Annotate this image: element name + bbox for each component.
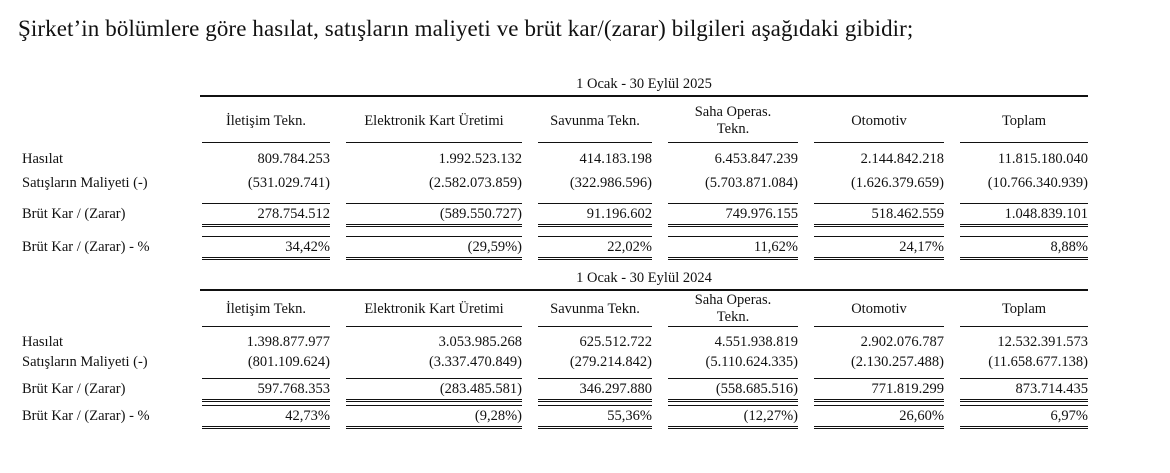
table-cell: (12,27%) (668, 405, 798, 429)
column-header-label: Savunma Tekn. (550, 300, 640, 317)
table-cell: (283.485.581) (346, 378, 522, 402)
column-header-label: Elektronik Kart Üretimi (364, 112, 504, 129)
table-cell: (322.986.596) (569, 175, 652, 191)
table-cell: 8,88% (960, 236, 1088, 260)
row-label: Satışların Maliyeti (-) (22, 175, 148, 191)
page-heading: Şirket’in bölümlere göre hasılat, satışların maliyeti ve brüt kar/(zarar) bilgileri aşağıdaki gibidir; (18, 16, 914, 41)
table-cell: 771.819.299 (814, 378, 944, 402)
period-header: 1 Ocak - 30 Eylül 2024 (200, 270, 1088, 291)
column-header (814, 100, 944, 143)
column-header (960, 100, 1088, 143)
table-cell: (3.337.470.849) (428, 354, 522, 370)
column-header (202, 100, 330, 143)
table-cell: 809.784.253 (257, 151, 330, 167)
table-cell: 26,60% (814, 405, 944, 429)
column-header (346, 292, 522, 327)
column-header-label: Saha Operas. Tekn. (694, 292, 772, 325)
column-header (668, 100, 798, 143)
table-cell: 11,62% (668, 236, 798, 260)
table-cell: (558.685.516) (668, 378, 798, 402)
table-cell: 11.815.180.040 (997, 151, 1088, 167)
table-cell: (29,59%) (346, 236, 522, 260)
table-cell: (5.703.871.084) (704, 175, 798, 191)
row-label: Brüt Kar / (Zarar) - % (22, 408, 150, 424)
column-header (814, 292, 944, 327)
table-cell: (9,28%) (346, 405, 522, 429)
column-header-label: Otomotiv (851, 300, 907, 317)
table-cell: 22,02% (538, 236, 652, 260)
table-cell: 1.048.839.101 (960, 203, 1088, 227)
table-cell: (5.110.624.335) (705, 354, 798, 370)
table-cell: 2.902.076.787 (860, 334, 944, 350)
table-cell: (2.130.257.488) (850, 354, 944, 370)
table-cell: 1.992.523.132 (438, 151, 522, 167)
table-cell: 873.714.435 (960, 378, 1088, 402)
table-cell: 3.053.985.268 (438, 334, 522, 350)
column-header-label: Elektronik Kart Üretimi (364, 300, 504, 317)
table-cell: 625.512.722 (579, 334, 652, 350)
table-cell: 34,42% (202, 236, 330, 260)
table-cell: (531.029.741) (247, 175, 330, 191)
table-cell: (589.550.727) (346, 203, 522, 227)
row-label: Satışların Maliyeti (-) (22, 354, 148, 370)
table-cell: (10.766.340.939) (987, 175, 1088, 191)
column-header (538, 292, 652, 327)
column-header (668, 292, 798, 327)
column-header-label: Savunma Tekn. (550, 112, 640, 129)
table-cell: 24,17% (814, 236, 944, 260)
row-label: Brüt Kar / (Zarar) - % (22, 239, 150, 255)
table-cell: 12.532.391.573 (997, 334, 1088, 350)
column-header (538, 100, 652, 143)
table-cell: (1.626.379.659) (850, 175, 944, 191)
row-label: Hasılat (22, 334, 64, 350)
table-cell: (11.658.677.138) (988, 354, 1088, 370)
column-header-label: Otomotiv (851, 112, 907, 129)
table-cell: 42,73% (202, 405, 330, 429)
table-cell: 4.551.938.819 (714, 334, 798, 350)
table-cell: 749.976.155 (668, 203, 798, 227)
table-cell: 278.754.512 (202, 203, 330, 227)
table-cell: (801.109.624) (247, 354, 330, 370)
column-header (960, 292, 1088, 327)
table-cell: 518.462.559 (814, 203, 944, 227)
table-cell: 6.453.847.239 (714, 151, 798, 167)
row-label: Brüt Kar / (Zarar) (22, 381, 126, 397)
column-header-label: Toplam (1001, 300, 1047, 317)
table-cell: (279.214.842) (569, 354, 652, 370)
table-cell: (2.582.073.859) (428, 175, 522, 191)
table-cell: 6,97% (960, 405, 1088, 429)
column-header (202, 292, 330, 327)
row-label: Brüt Kar / (Zarar) (22, 206, 126, 222)
column-header-label: Saha Operas. Tekn. (694, 104, 772, 137)
table-cell: 414.183.198 (579, 151, 652, 167)
period-header: 1 Ocak - 30 Eylül 2025 (200, 76, 1088, 97)
table-cell: 346.297.880 (538, 378, 652, 402)
table-cell: 55,36% (538, 405, 652, 429)
table-cell: 91.196.602 (538, 203, 652, 227)
row-label: Hasılat (22, 151, 64, 167)
column-header (346, 100, 522, 143)
table-cell: 597.768.353 (202, 378, 330, 402)
column-header-label: Toplam (1001, 112, 1047, 129)
table-cell: 1.398.877.977 (246, 334, 330, 350)
table-cell: 2.144.842.218 (860, 151, 944, 167)
column-header-label: İletişim Tekn. (225, 112, 307, 129)
column-header-label: İletişim Tekn. (225, 300, 307, 317)
